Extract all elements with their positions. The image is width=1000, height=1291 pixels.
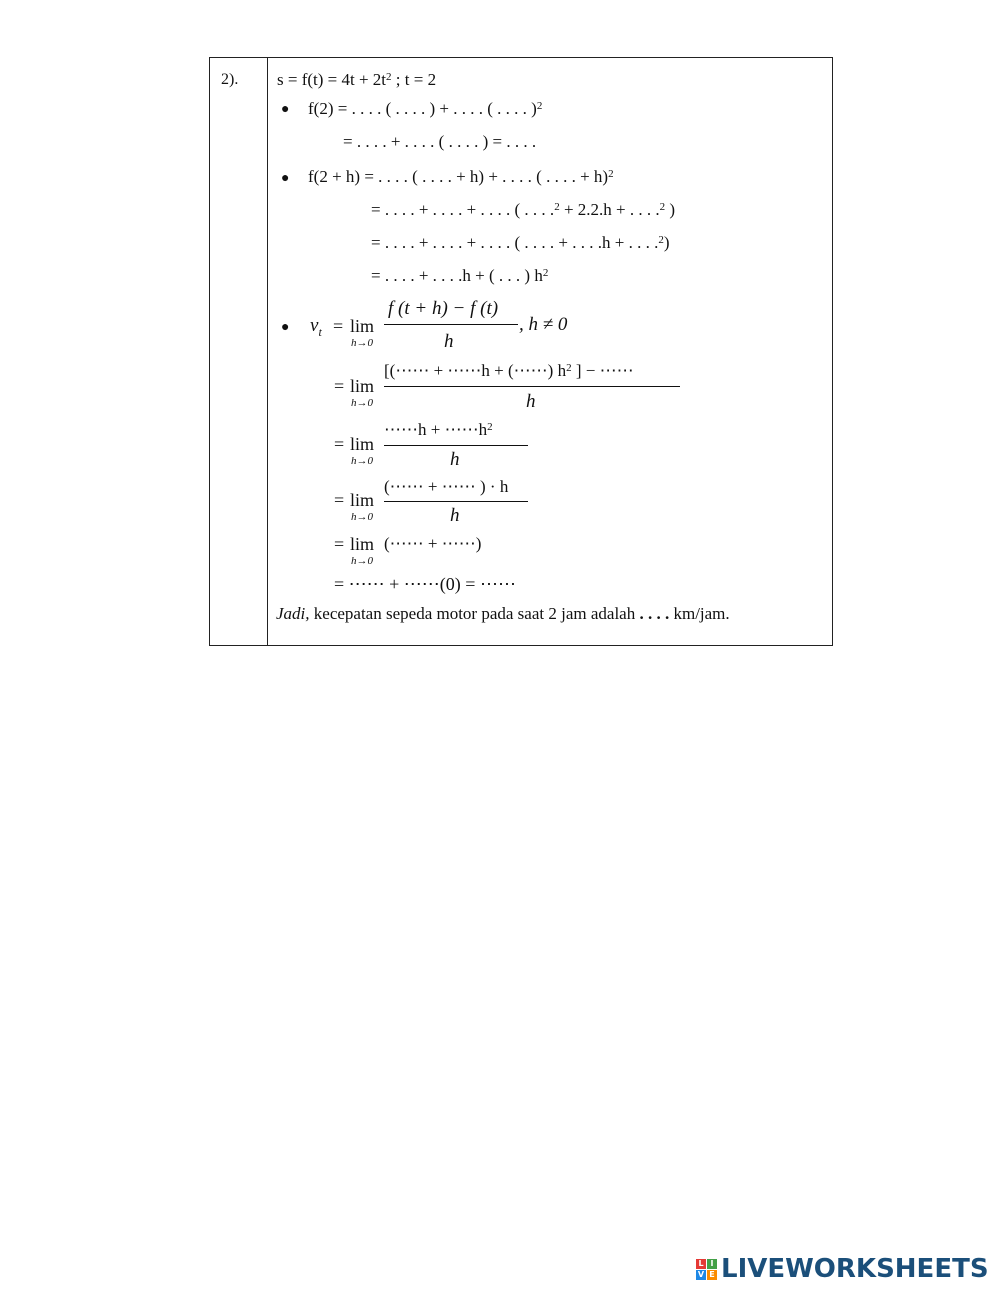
- bullet-icon: ●: [281, 171, 290, 186]
- f2h-line-3: [371, 233, 670, 253]
- conclusion-jadi: Jadi,: [276, 604, 310, 623]
- logo-icon: [696, 1259, 717, 1280]
- step1-fraction-bar: [384, 386, 680, 387]
- step2-equals: =: [334, 434, 345, 454]
- step1-lim: lim: [350, 376, 375, 396]
- step2-num-sup: 2: [487, 421, 493, 433]
- step1-num-sup: 2: [566, 362, 572, 374]
- f2h-line-4: [371, 266, 548, 286]
- f2h-line-1-text: f(2 + h) = . . . . ( . . . . + h) + . . . . ( . . . . + h): [308, 167, 609, 186]
- step3-numerator: (⋯⋯ + ⋯⋯ ) · h: [384, 477, 509, 496]
- logo-letter-v: V: [697, 1269, 705, 1279]
- step1-num-tail: ] − ⋯⋯: [571, 361, 634, 380]
- f2-line-1-text: f(2) = . . . . ( . . . . ) + . . . . ( . . . . ): [308, 99, 537, 118]
- step1-denominator: h: [526, 391, 536, 412]
- step3-lim: lim: [350, 490, 375, 510]
- bullet-icon: ●: [281, 102, 290, 117]
- f2h-line-4-a: = . . . . + . . . .h + ( . . . ) h: [371, 266, 543, 285]
- f2h-line-2: [371, 200, 675, 220]
- f2-line-1-sup: 2: [536, 100, 543, 112]
- f2h-line-1: [308, 167, 614, 187]
- step2-denominator: h: [450, 449, 460, 470]
- logo-letter-e: E: [707, 1270, 717, 1280]
- column-divider: [267, 58, 268, 645]
- f2h-line-2-c: ): [665, 200, 676, 219]
- f2-line-1: [308, 99, 542, 119]
- step4-lim-sub: h→0: [351, 555, 373, 567]
- step4-equals: =: [334, 534, 345, 554]
- logo-text: LIVEWORKSHEETS: [721, 1254, 989, 1284]
- step3-equals: =: [334, 490, 345, 510]
- step2-num-text: ⋯⋯h + ⋯⋯h: [384, 420, 488, 439]
- step2-lim: lim: [350, 434, 375, 454]
- vt-subscript: t: [318, 325, 322, 339]
- step2-fraction-bar: [384, 445, 528, 446]
- step1-numerator: [384, 361, 634, 381]
- vt-equals: =: [333, 316, 344, 336]
- step1-lim-sub: h→0: [351, 397, 373, 409]
- vt-lim: lim: [350, 316, 375, 336]
- vt-denominator: h: [444, 331, 454, 352]
- bullet-icon: ●: [281, 320, 290, 335]
- step3-lim-sub: h→0: [351, 511, 373, 523]
- given-equation: [277, 70, 436, 90]
- f2h-line-3-sup: 2: [658, 234, 664, 246]
- step2-numerator: [384, 420, 493, 440]
- step1-num-text: [(⋯⋯ + ⋯⋯h + (⋯⋯) h: [384, 361, 567, 380]
- given-tail: ; t = 2: [391, 70, 437, 89]
- problem-box: [209, 57, 833, 646]
- f2h-line-1-sup: 2: [608, 168, 614, 180]
- given-text: s = f(t) = 4t + 2t: [277, 70, 387, 89]
- conclusion-blank: . . . .: [639, 604, 670, 623]
- logo-letter-l: L: [696, 1259, 706, 1269]
- step5-expression: = ⋯⋯ + ⋯⋯(0) = ⋯⋯: [334, 574, 516, 594]
- vt-symbol: v: [310, 315, 319, 336]
- logo-letter-i: I: [707, 1259, 717, 1269]
- f2h-line-3-b: ): [663, 233, 670, 252]
- conclusion: [276, 604, 730, 624]
- vt-numerator: f (t + h) − f (t): [388, 298, 499, 319]
- f2h-line-4-sup: 2: [542, 267, 549, 279]
- f2h-line-2-a: = . . . . + . . . . + . . . . ( . . . .: [371, 200, 555, 219]
- vt-lim-sub: h→0: [351, 337, 373, 349]
- step4-lim: lim: [350, 534, 375, 554]
- vt-condition: , h ≠ 0: [519, 314, 568, 335]
- step3-fraction-bar: [384, 501, 528, 502]
- step1-equals: =: [334, 376, 345, 396]
- vt-fraction-bar: [384, 324, 518, 325]
- f2h-line-3-a: = . . . . + . . . . + . . . . ( . . . . + . . . .h + . . . .: [371, 233, 659, 252]
- f2h-line-2-sup-2: 2: [659, 201, 666, 213]
- f2h-line-2-b: + 2.2.h + . . . .: [559, 200, 660, 219]
- problem-number: 2).: [221, 71, 239, 88]
- step3-denominator: h: [450, 505, 460, 526]
- f2-line-2: = . . . . + . . . . ( . . . . ) = . . . .: [343, 132, 537, 151]
- step2-lim-sub: h→0: [351, 455, 373, 467]
- conclusion-unit: km/jam.: [669, 604, 730, 623]
- given-sup: 2: [386, 71, 392, 83]
- conclusion-text: kecepatan sepeda motor pada saat 2 jam adalah: [309, 604, 640, 623]
- step4-expression: (⋯⋯ + ⋯⋯): [384, 534, 482, 553]
- liveworksheets-logo: [696, 1254, 989, 1284]
- f2h-line-2-sup-1: 2: [554, 201, 560, 213]
- vt-label: [310, 316, 322, 337]
